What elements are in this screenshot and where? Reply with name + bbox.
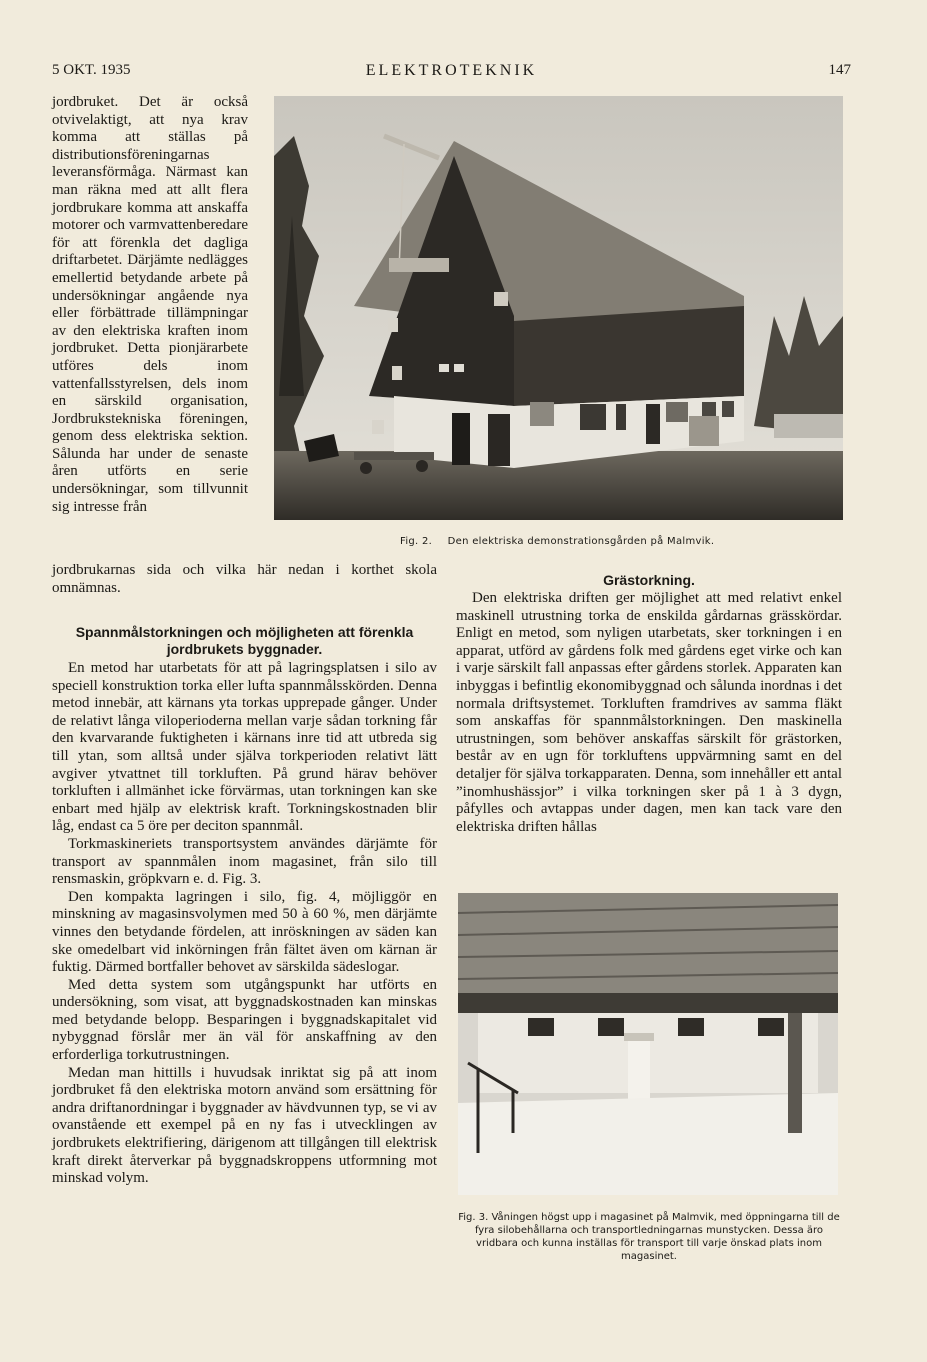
intro-narrow-text bbox=[52, 94, 248, 516]
paragraph: Den elektriska driften ger möjlighet att med relativt enkel maskinell utrustning torka de enskilda gårdarnas grässkördar. Enligt en metod, som nyligen utarbetats, sker torkningen i en apparat, utförd av gårdens folk med gårdens eget virke och kan i varje särskilt fall anpassas efter gårdens storlek. Apparaten kan inbyggas i befintlig ekonomibyggnad och sålunda inordnas i det normala driftsystemet. Torkluften framdrives av samma fläkt som anskaffas för spannmålstorkningen. Den maskinella utrustningen, som behöver anskaffas särskilt för grästorken, består av en ugn för torkluftens uppvärmning samt en del detaljer för själva torkapparaten. Denna, som innehåller ett antal ”inomhushässjor” i vilka torkningen sker på 1 à 3 dygn, påfylles och avtappas under dagen, men kan tack vare den elektriska driften hållas bbox=[456, 590, 842, 835]
farm-building-illustration bbox=[274, 96, 843, 520]
fig2-caption bbox=[400, 536, 843, 547]
issue-date: 5 OKT. 1935 bbox=[52, 62, 131, 78]
fig2-photo-farm-building bbox=[274, 96, 843, 520]
paragraph: Med detta system som utgångspunkt har utförts en undersökning, som visat, att byggnadskostnaden kan minskas med betydande belopp. Besparingen i byggnadskapitalet vid nybyggnad förslår mer än väl för anskaffning av den erforderliga torkutrustningen. bbox=[52, 976, 437, 1064]
intro-paragraph: jordbruket. Det är också otvivelaktigt, att nya krav komma att ställas på distributionsföreningarnas leveransförmåga. Närmast kan man räkna med att allt flera jordbrukare komma att anskaffa motorer och varmvattenberedare för att förenkla det dagliga driftarbetet. Därjämte nedlägges emellertid betydande arbete på undersökningar angående nya eller förbättrade tillämpningar av den elektriska kraften inom jordbruket. Detta pionjärarbete utföres dels inom vattenfallsstyrelsen, dels inom en särskild organisation, Jordbrukstekniska föreningen, genom dess elektriska sektion. Sålunda har under de senaste åren utförts en serie undersökningar, som tillvunnit sig intresse från bbox=[52, 94, 248, 515]
page-number: 147 bbox=[828, 62, 851, 78]
paragraph: Den kompakta lagringen i silo, fig. 4, möjliggör en minskning av magasinsvolymen med 50 à 60 %, men därjämte vinnes den betydande fördelen, att inröskningen av säden kan ske omedelbart vid inkörningen från fältet även om kärnan är fuktig. Därmed bortfaller behovet av särskilda sädeslogar. bbox=[52, 888, 437, 976]
fig3-photo-interior bbox=[458, 893, 838, 1195]
section-title-grastorkning: Grästorkning. bbox=[603, 572, 695, 588]
section-spannmal-body bbox=[52, 660, 437, 1188]
page-header bbox=[52, 62, 851, 84]
section-title-spannmal: Spannmålstorkningen och möjligheten att förenkla jordbrukets byggnader. bbox=[75, 624, 414, 657]
journal-title: ELEKTROTEKNIK bbox=[365, 62, 538, 79]
section-grastorkning-body bbox=[456, 590, 842, 836]
paragraph: Torkmaskineriets transportsystem användes därjämte för transport av spannmålen inom magasinet, från silo till rensmaskin, gröpkvarn e. d. Fig. 3. bbox=[52, 835, 437, 888]
fig2-caption-text: Den elektriska demonstrationsgården på Malmvik. bbox=[447, 536, 715, 547]
paragraph: Medan man hittills i huvudsak inriktat sig på att inom jordbruket få den elektriska motorn använd som ersättning för andra driftanordningar i byggnader av hävdvunnen typ, se vi av ovanstående ett exempel på en ny fas i utvecklingen av jordbrukets elektrifiering, därigenom att tillgången till elektrisk kraft direkt återverkar på byggnadskroppens utformning mot minskad volym. bbox=[52, 1064, 437, 1187]
paragraph: En metod har utarbetats för att på lagringsplatsen i silo av speciell konstruktion torka eller lufta spannmålsskörden. Denna metod innebär, att kärnans yta torkas upprepade gånger. Under de relativt långa viloperioderna mellan varje sådan torkning får den kvarvarande fuktigheten i kärnans inre tid att utbreda sig till ytan, som alltså under själva torkperioden relativt lätt avgiver ytvattnet till torkluften. På grund härav behöver torkluften i allmänhet icke förvärmas, utan torkningen kan ske enbart med hjälp av elektrisk kraft. Torkningskostnaden blir låg, endast ca 5 öre per deciton spannmål. bbox=[52, 660, 437, 835]
fig2-label: Fig. 2. bbox=[400, 536, 433, 547]
intro-paragraph-end: jordbrukarnas sida och vilka här nedan i korthet skola omnämnas. bbox=[52, 562, 437, 596]
storage-interior-illustration bbox=[458, 893, 838, 1195]
intro-wide-text bbox=[52, 562, 437, 597]
fig3-caption: Fig. 3. Våningen högst upp i magasinet på Malmvik, med öppningarna till de fyra silobehållarna och transportledningarnas munstycken. Dessa äro vridbara och kunna inställas för transport till varje önskad plats inom magasinet. bbox=[458, 1212, 840, 1262]
